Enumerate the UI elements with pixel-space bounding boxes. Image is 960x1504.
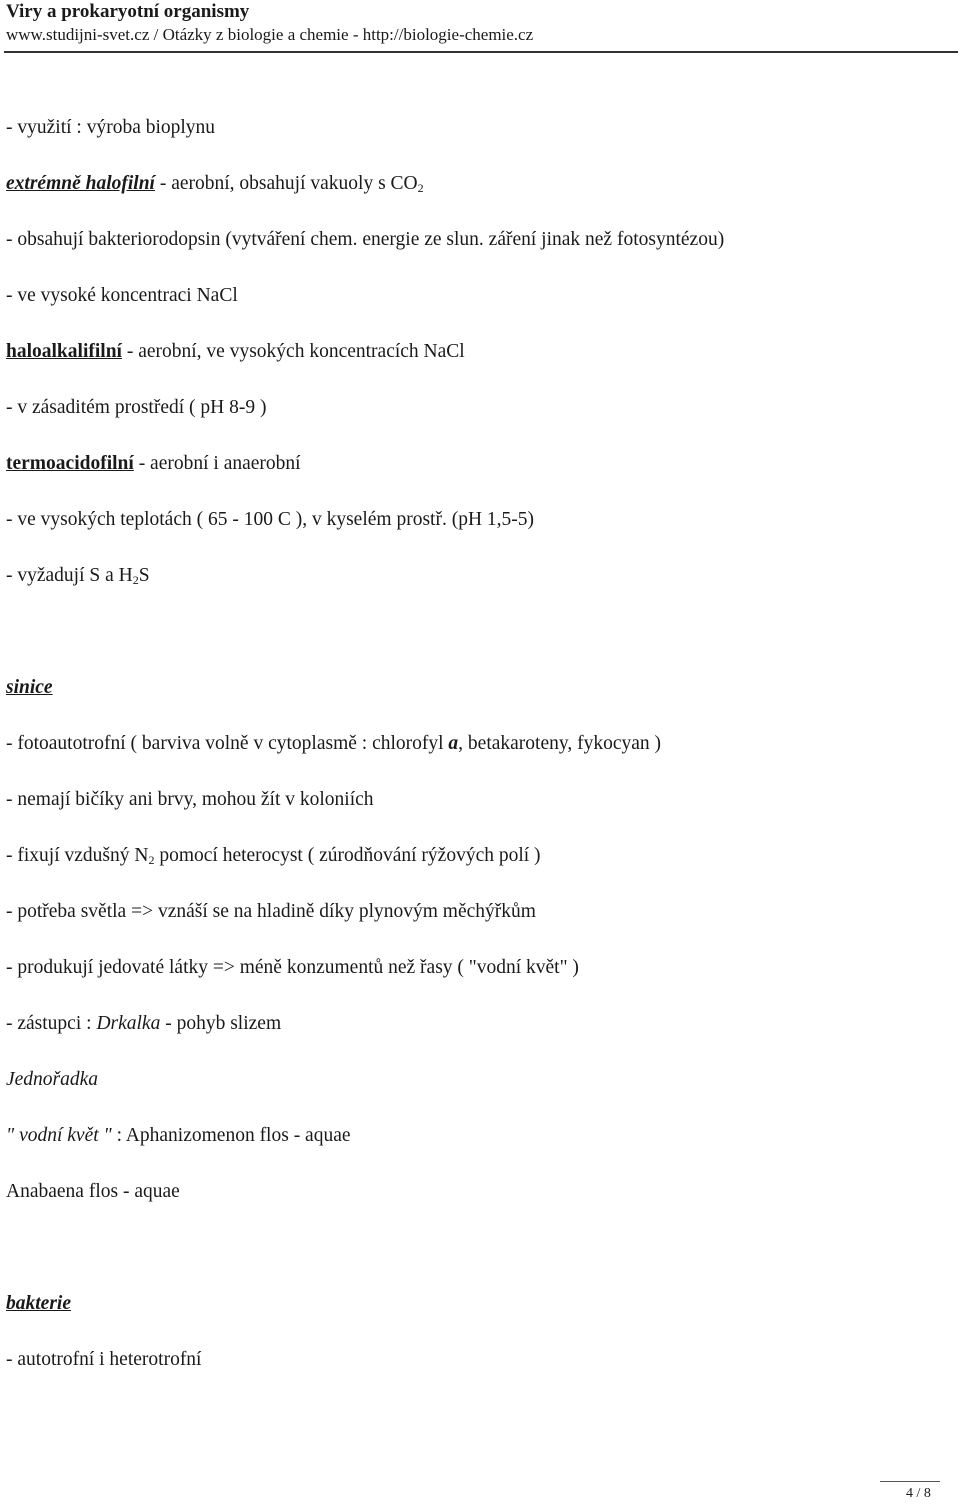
text-line (6, 787, 374, 813)
species-jednoradka: Jednořadka (6, 1069, 99, 1090)
line-text: S (138, 565, 150, 586)
text-line (6, 451, 301, 477)
line-text: - nemají bičíky ani brvy, mohou žít v koloniích (6, 789, 374, 810)
document-title: Viry a prokaryotní organismy (6, 1, 250, 22)
line-text: - zástupci : (6, 1013, 97, 1034)
text-line (6, 1179, 180, 1205)
section-heading-bakterie (6, 1291, 71, 1317)
line-text: - ve vysoké koncentraci NaCl (6, 285, 238, 306)
line-text: - v zásaditém prostředí ( pH 8-9 ) (6, 397, 267, 418)
text-line (6, 843, 541, 869)
line-text: - autotrofní i heterotrofní (6, 1349, 202, 1370)
line-text: , betakaroteny, fykocyan ) (458, 733, 662, 754)
line-text: - aerobní, ve vysokých koncentracích NaCl (121, 341, 465, 362)
text-line (6, 731, 661, 757)
line-text: - fotoautotrofní ( barviva volně v cytoplasmě : chlorofyl (6, 733, 449, 754)
text-line (6, 227, 724, 253)
text-line (6, 1123, 351, 1149)
text-line (6, 1347, 201, 1373)
header-divider (4, 51, 958, 53)
text-line (6, 955, 579, 981)
subscript: 2 (148, 853, 155, 867)
vodni-kvet-term: " vodní květ " (6, 1125, 112, 1146)
text-line (6, 1011, 281, 1037)
line-text: - fixují vzdušný N (6, 845, 149, 866)
line-text: : Aphanizomenon flos - aquae (111, 1125, 351, 1146)
line-text: pomocí heterocyst ( zúrodňování rýžových polí ) (154, 845, 541, 866)
text-line (6, 899, 536, 925)
footer-divider (880, 1481, 940, 1482)
line-text: - potřeba světla => vznáší se na hladině díky plynovým měchýřkům (6, 901, 536, 922)
line-text: - aerobní, obsahují vakuoly s CO (154, 173, 418, 194)
page-header (6, 0, 956, 46)
text-line (6, 563, 150, 589)
text-line (6, 395, 266, 421)
heading-text: bakterie (6, 1293, 71, 1314)
line-text: - pohyb slizem (160, 1013, 282, 1034)
source-line: www.studijni-svet.cz / Otázky z biologie a chemie - http://biologie-chemie.cz (6, 25, 534, 44)
subscript: 2 (417, 181, 424, 195)
text-line (6, 507, 534, 533)
line-text: - produkují jedovaté látky => méně konzumentů než řasy ( "vodní květ" ) (6, 957, 579, 978)
text-line (6, 171, 424, 197)
text-line (6, 1067, 98, 1093)
line-text: - vyžadují S a H (6, 565, 133, 586)
section-heading-sinice (6, 675, 53, 701)
subscript: 2 (132, 573, 139, 587)
line-text: - ve vysokých teplotách ( 65 - 100 C ), v kyselém prostř. (pH 1,5-5) (6, 509, 535, 530)
text-line (6, 339, 465, 365)
line-text: - aerobní i anaerobní (133, 453, 301, 474)
line-text: - využití : výroba bioplynu (6, 117, 216, 138)
line-text: Anabaena flos - aquae (6, 1181, 180, 1202)
text-line (6, 115, 215, 141)
heading-text: sinice (6, 677, 53, 698)
line-text: - obsahují bakteriorodopsin (vytváření chem. energie ze slun. záření jinak než fotosyntézou) (6, 229, 725, 250)
term-haloalkalifilni: haloalkalifilní (6, 341, 122, 362)
page-number: 4 / 8 (906, 1486, 931, 1501)
chlorophyll-a: a (448, 733, 459, 754)
term-termoacidofilni: termoacidofilní (6, 453, 134, 474)
species-drkalka: Drkalka (96, 1013, 161, 1034)
text-line (6, 283, 238, 309)
term-extremne-halofilni: extrémně halofilní (6, 173, 155, 194)
